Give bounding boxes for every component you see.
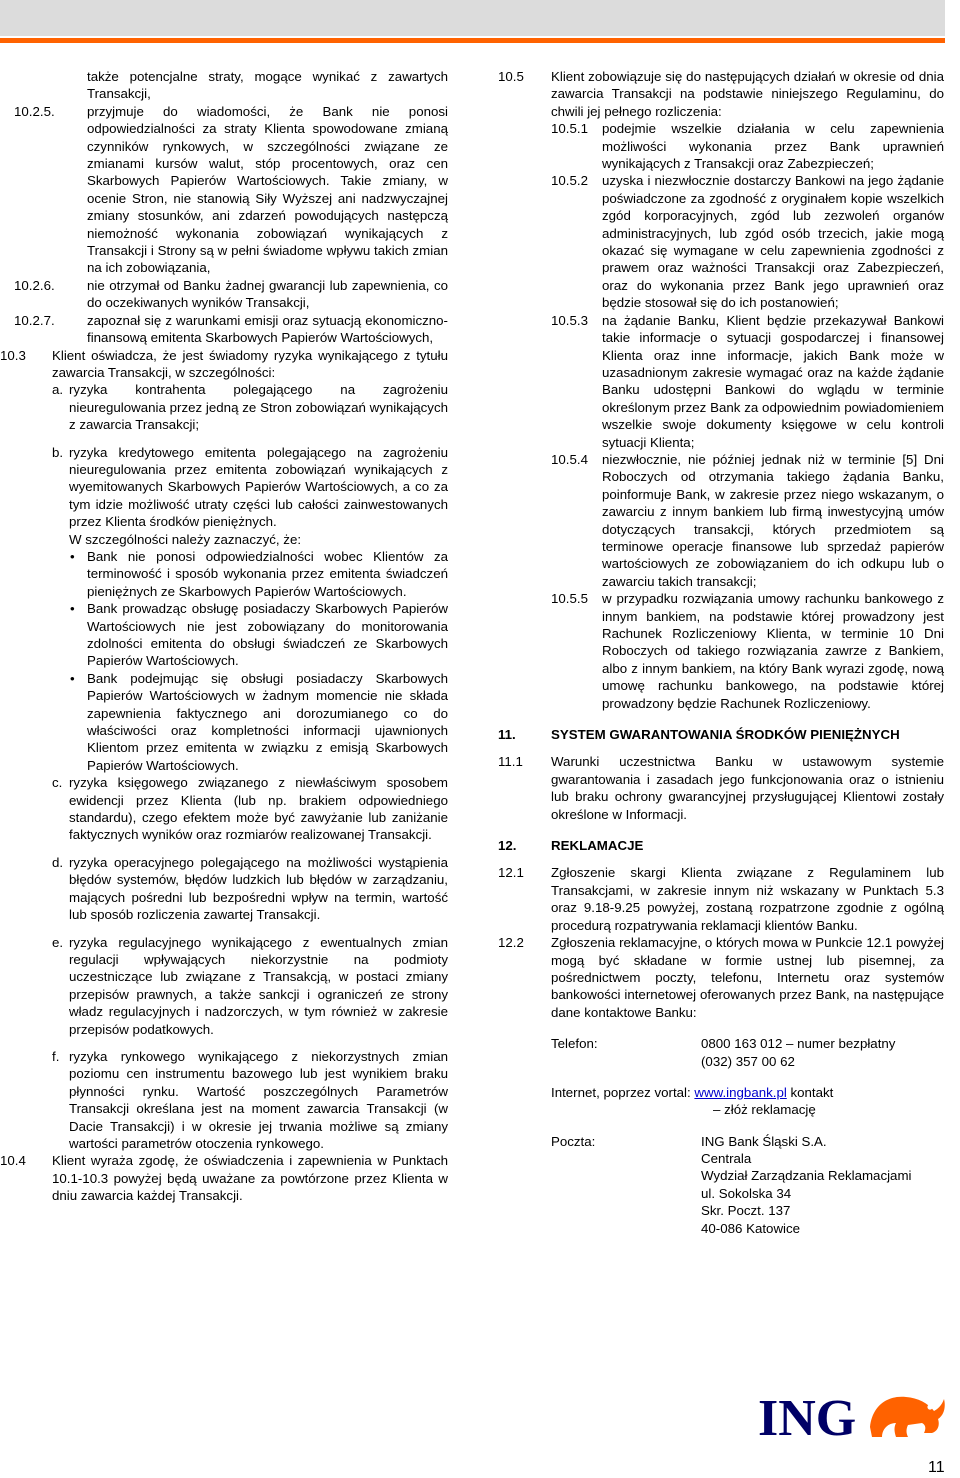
bullet-dot-icon: •: [70, 548, 75, 564]
ingbank-link[interactable]: www.ingbank.pl: [694, 1084, 787, 1100]
clause-number: 10.2.7.: [14, 312, 55, 328]
section-number: 12.: [498, 838, 517, 854]
clause-12-1: [498, 864, 944, 934]
risk-letter: f.: [52, 1048, 60, 1064]
clause-number: 10.5.2: [551, 173, 588, 189]
contact-value: – złóż reklamację: [713, 1102, 816, 1118]
clause-text: Warunki uczestnictwa Banku w ustawowym systemie gwarantowania i zasadach jego funkcjonowania oraz o istnieniu lub braku ochrony gwarancyjnej przysługującej Klientowi zostały określone w Informacji.: [551, 754, 944, 822]
section-heading-11: [498, 726, 944, 743]
clause-text: Klient wyraża zgodę, że oświadczenia i zapewnienia w Punktach 10.1-10.3 powyżej będą uważane za powtórzone przez Klienta w dniu zawarcia każdej Transakcji.: [52, 1153, 448, 1204]
address-line: 40-086 Katowice: [701, 1220, 801, 1236]
contact-value: 0800 163 012 – numer bezpłatny: [701, 1036, 896, 1052]
bullet-dot-icon: •: [70, 601, 75, 617]
clause-10-5-1: [498, 120, 944, 172]
clause-text: Zgłoszenia reklamacyjne, o których mowa w Punkcie 12.1 powyżej mogą być składane w formie ustnej lub pisemnej, za pośrednictwem poczty, telefonu, Internetu oraz systemów bankowości internetowej oferowanych przez Bank, na następujące dane kontaktowe Banku:: [551, 935, 944, 1020]
risk-text: ryzyka regulacyjnego wynikającego z ewentualnych zmian regulacji wpływających niekorzystnie na podmioty uczestniczące lub związane z Transakcją, w postaci zmiany przepisów prawnych, a także sankcji i ograniczeń ze strony władz regulacyjnych i nadzorczych, w tym również w zakresie przepisów podatkowych.: [69, 934, 448, 1037]
clause-10-5-4: [498, 451, 944, 590]
clause-number: 10.2.5.: [14, 103, 55, 119]
address-line: ING Bank Śląski S.A.: [701, 1133, 827, 1149]
contact-post: [498, 1133, 944, 1237]
bullet-dot-icon: •: [70, 670, 75, 686]
clause-number: 12.1: [498, 865, 524, 881]
clause-number: 12.2: [498, 935, 524, 951]
section-heading-12: [498, 837, 944, 854]
contact-phone: [498, 1035, 944, 1070]
section-number: 11.: [498, 727, 516, 743]
clause-text: podejmie wszelkie działania w celu zapewnienia możliwości wykonania przez Bank uprawnień wynikających z Transakcji oraz Zabezpieczeń;: [602, 121, 944, 172]
clause-number: 10.5.3: [551, 312, 588, 328]
risk-c: [14, 774, 448, 844]
clause-10-5-5: [498, 590, 944, 712]
clause-10-5-2: [498, 172, 944, 311]
risk-e: [14, 934, 448, 1038]
risk-letter: b.: [52, 444, 64, 460]
risk-a: [14, 381, 448, 433]
clause-text: nie otrzymał od Banku żadnej gwarancji lub zapewnienia, co do oczekiwanych wyników Transakcji,: [87, 277, 448, 311]
clause-10-5: [498, 68, 944, 120]
clause-10-5-3: [498, 312, 944, 451]
risk-text: ryzyka rynkowego wynikającego z niekorzystnych zmian poziomu cen instrumentu bazowego lub jest wynikiem braku płynności rynku. Wartość poszczególnych Parametrów Transakcji określana jest na moment zawarcia Transakcji (w Dacie Transakcji) i w okresie jej trwania możliwe są zmiany wartości parametrów otoczenia rynkowego.: [69, 1048, 448, 1151]
clause-text: Klient oświadcza, że jest świadomy ryzyka wynikającego z tytułu zawarcia Transakcji, w szczególności:: [52, 347, 448, 380]
contact-value: (032) 357 00 62: [701, 1053, 795, 1069]
bullet-item: [70, 670, 448, 774]
clause-text: zapoznał się z warunkami emisji oraz sytuacją ekonomiczno-finansową emitenta Skarbowych Papierów Wartościowych,: [87, 312, 448, 346]
risk-text: ryzyka księgowego związanego z niewłaściwym sposobem ewidencji przez Klienta (lub np. brakiem odpowiedniego standardu), czego efektem może być zawyżanie lub zaniżanie faktycznych wyników oraz rozmiarów realizowanej Transakcji.: [69, 775, 448, 843]
address-line: Wydział Zarządzania Reklamacjami: [701, 1168, 912, 1184]
contact-internet: [498, 1084, 944, 1119]
clause-text: na żądanie Banku, Klient będzie przekazywał Bankowi takie informacje o sytuacji gospodarczej i finansowej Klienta oraz inne informacje, jakich Bank może w uzasadnionym zakresie wymagać oraz na każde żądanie Banku udostępni Bankowi do wglądu w terminie określonym przez Bank za odpowiednim powiadomieniem wszelkie swoje dokumenty księgowe w celu kontroli sytuacji Klienta;: [602, 312, 944, 450]
clause-number: 10.5: [498, 69, 524, 84]
clause-text: przyjmuje do wiadomości, że Bank nie ponosi odpowiedzialności za straty Klienta spowodowane zmianą czynników rynkowych, w szczególności związane ze zmianami kursów walut, stóp procentowych, oraz cen Skarbowych Papierów Wartościowych. Takie zmiany, w ocenie Stron, nie stanowią Siły Wyższej ani nadzwyczajnej zmiany stosunków, ani zdarzeń powodujących następczą niemożność wykonania zobowiązań wynikających z Transakcji i Strony są w pełni świadome wpływu takich zmian na ich zobowiązania,: [87, 103, 448, 276]
clause-number: 11.1: [498, 754, 523, 770]
risk-letter: e.: [52, 934, 64, 950]
bullet-text: Bank nie ponosi odpowiedzialności wobec Klientów za terminowość i sposób wykonania przez emitenta świadczeń pieniężnych ze Skarbowych Papierów Wartościowych.: [87, 548, 448, 599]
bullet-item: [70, 548, 448, 600]
bullet-text: Bank podejmując się obsługi posiadaczy Skarbowych Papierów Wartościowych w żadnym momencie nie składa zapewnienia faktycznego ani dorozumianego co do właściwości oraz kompletności informacji ujawnionych Klientom przez emitenta w związku z emisją Skarbowych Papierów Wartościowych.: [87, 670, 448, 773]
clause-10-4: [0, 1152, 448, 1204]
clause-number: 10.4: [0, 1153, 26, 1169]
clause-12-2: [498, 934, 944, 1021]
clause-text: Zgłoszenie skargi Klienta związane z Regulaminem lub Transakcjami, w zakresie innym niż wskazany w Punktach 5.3 oraz 9.18-9.25 powyżej, zostaną rozpatrzone zgodnie z ogólną procedurą rozpatrywania reklamacji klientów Banku.: [551, 865, 944, 933]
right-column: [498, 68, 944, 1237]
risk-b-note: W szczególności należy zaznaczyć, że:: [69, 531, 302, 547]
continuation-text: także potencjalne straty, mogące wynikać z zawartych Transakcji,: [87, 69, 448, 102]
address-line: Skr. Poczt. 137: [701, 1203, 791, 1219]
contact-label: Internet, poprzez vortal: www.ingbank.pl kontakt: [551, 1084, 834, 1100]
risk-f: [14, 1048, 448, 1152]
risk-text: ryzyka operacyjnego polegającego na możliwości wystąpienia błędów systemów, błędów ludzkich lub błędów w zarządzaniu, mających pośredni lub bezpośredni wpływ na termin, wartość lub sposób rozliczenia zawartej Transakcji.: [69, 854, 448, 923]
left-column: [0, 68, 448, 1205]
clause-number: 10.5.5: [551, 591, 588, 607]
risk-d: [14, 854, 448, 924]
contact-label: Telefon:: [551, 1036, 598, 1052]
section-title: SYSTEM GWARANTOWANIA ŚRODKÓW PIENIĘŻNYCH: [551, 727, 900, 743]
page-number: 11: [928, 1459, 945, 1476]
ing-logo: [758, 1385, 948, 1440]
address-line: ul. Sokolska 34: [701, 1185, 792, 1201]
clause-number: 10.3: [0, 347, 26, 363]
clause-number: 10.5.1: [551, 121, 588, 137]
lion-icon: [870, 1397, 945, 1437]
bullet-item: [70, 600, 448, 670]
risk-letter: d.: [52, 854, 64, 870]
clause-11-1: [498, 753, 944, 823]
clause-text: Klient zobowiązuje się do następujących działań w okresie od dnia zawarcia Transakcji na podstawie niniejszego Regulaminu, do chwili jej pełnego rozliczenia:: [551, 69, 944, 119]
clause-text: uzyska i niezwłocznie dostarczy Bankowi na jego żądanie poświadczone za zgodność z oryginałem kopie wszelkich zgód korporacyjnych, zgód lub zezwoleń organów administracyjnych, lub zgód osób trzecich, jakie mogą okazać się wymagane w celu zapewnienia zgodności z prawem oraz ważności Transakcji oraz Zabezpieczeń, oraz do wykonania przez Bank jego uprawnień oraz będzie stosował się do ich postanowień;: [602, 173, 944, 311]
section-title: REKLAMACJE: [551, 838, 644, 854]
clause-10-2-7: [14, 312, 448, 347]
contact-label: Poczta:: [551, 1133, 596, 1149]
clause-number: 10.5.4: [551, 451, 588, 467]
risk-letter: c.: [52, 775, 63, 791]
ing-logo-text: ING: [758, 1390, 857, 1440]
clause-number: 10.2.6.: [14, 277, 55, 293]
address-line: Centrala: [701, 1151, 752, 1167]
clause-text: niezwłocznie, nie później jednak niż w terminie [5] Dni Roboczych od otrzymania takiego żądania Banku, poinformuje Bank, w zakresie przez niego wskazanym, o zawarciu z innym bankiem lub firmą inwestycyjną umów dotyczących transakcji, których przedmiotem są terminowe operacje finansowe lub sprzedaż papierów wartościowych ze zobowiązaniem do ich odkupu lub o zawarciu takich transakcji;: [602, 451, 944, 589]
clause-text: w przypadku rozwiązania umowy rachunku bankowego z innym bankiem, na podstawie której prowadzony jest Rachunek Rozliczeniowy Klienta, w terminie 10 Dni Roboczych od takiego rozwiązania zawrze z Bankiem, albo z innym bankiem, na który Bank wyrazi zgodę, nową umowę rachunku bankowego, na podstawie której prowadzony będzie Rachunek Rozliczeniowy.: [602, 591, 944, 711]
risk-text: ryzyka kontrahenta polegającego na zagrożeniu nieuregulowania przez jedną ze Stron zobowiązań wynikających z zawarcia Transakcji;: [69, 382, 448, 433]
header-grey-band: [0, 0, 945, 36]
risk-letter: a.: [52, 382, 64, 398]
header-orange-rule: [0, 38, 945, 43]
clause-10-2-5: [14, 103, 448, 277]
clause-10-3: [0, 347, 448, 382]
bullet-text: Bank prowadząc obsługę posiadaczy Skarbowych Papierów Wartościowych nie jest zobowiązany do monitorowania zdolności emitenta do obsługi świadczeń ze Skarbowych Papierów Wartościowych.: [87, 601, 448, 669]
risk-text: ryzyka kredytowego emitenta polegającego na zagrożeniu nieuregulowania przez emitenta zobowiązań wynikających z wyemitowanych Skarbowych Papierów Wartościowych, a co za tym idzie możliwość utraty części lub całości zainwestowanych przez Klienta środków pieniężnych.: [69, 444, 448, 530]
clause-10-2-6: [14, 277, 448, 312]
risk-b: [14, 444, 448, 531]
